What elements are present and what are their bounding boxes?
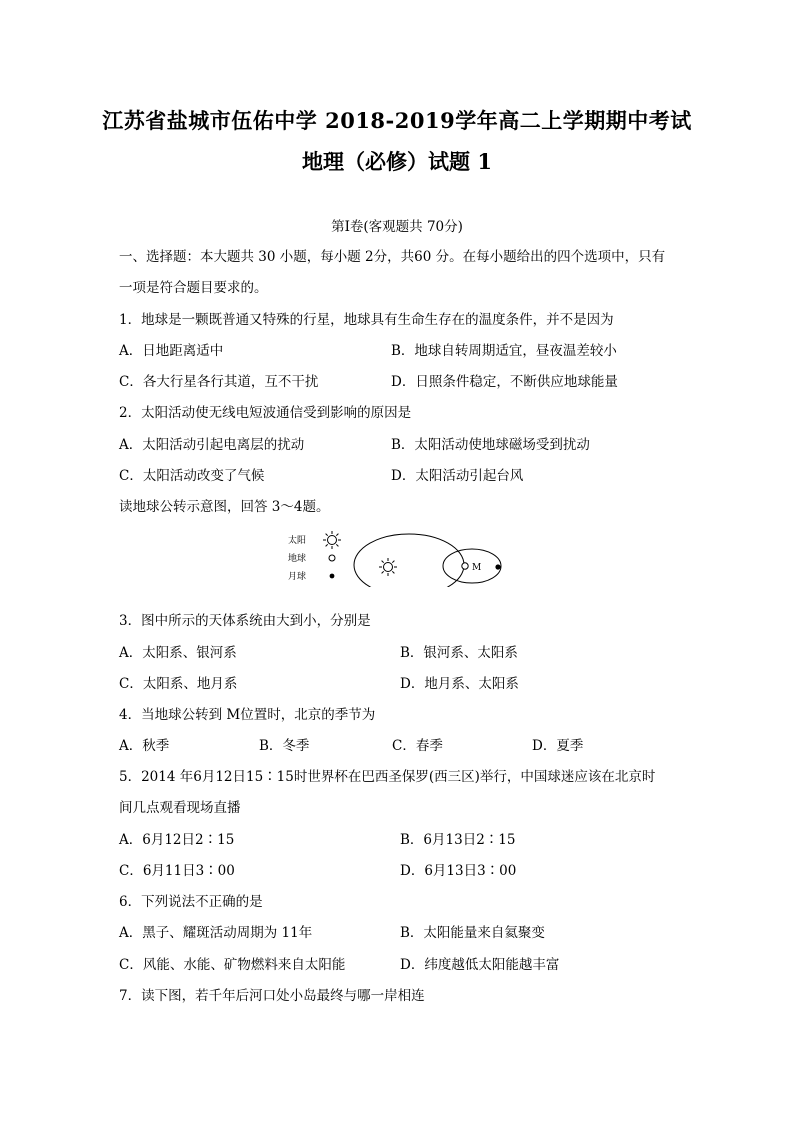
q1-option-b: B．地球自转周期适宜，昼夜温差较小 [391, 343, 617, 359]
q6-option-c: C．风能、水能、矿物燃料来自太阳能 [119, 957, 346, 973]
q5-stem-line1: 5．2014 年6月12日15∶15时世界杯在巴西圣保罗(西三区)举行，中国球迷应该在北京时 [119, 769, 656, 785]
q5-option-a: A．6月12日2∶15 [119, 832, 235, 848]
legend-moon-icon [330, 574, 335, 579]
q6-stem: 6．下列说法不正确的是 [119, 894, 263, 910]
legend-sun-label: 太阳 [288, 536, 307, 546]
q4-option-c: C．春季 [392, 738, 443, 754]
earth-orbit-diagram [286, 525, 506, 587]
q1-option-c: C．各大行星各行其道，互不干扰 [119, 374, 319, 390]
q5-option-d: D．6月13日3∶00 [400, 863, 517, 879]
orbit-earth-icon [462, 563, 468, 569]
exam-title: 江苏省盐城市伍佑中学 2018-2019学年高二上学期期中考试 [102, 108, 692, 133]
q1-option-d: D．日照条件稳定，不断供应地球能量 [391, 374, 618, 390]
q3-option-c: C．太阳系、地月系 [119, 676, 238, 692]
q5-stem-line2: 间几点观看现场直播 [119, 800, 241, 816]
q1-stem: 1．地球是一颗既普通又特殊的行星，地球具有生命生存在的温度条件，并不是因为 [119, 312, 614, 328]
q6-option-a: A．黑子、耀斑活动周期为 11年 [119, 925, 313, 941]
q4-option-a: A．秋季 [119, 738, 170, 754]
section-intro-line1: 一、选择题：本大题共 30 小题，每小题 2分，共60 分。在每小题给出的四个选项中，只有 [119, 249, 666, 265]
q4-option-d: D．夏季 [532, 738, 584, 754]
read-instruction: 读地球公转示意图，回答 3～4题。 [119, 499, 330, 515]
q4-stem: 4．当地球公转到 M位置时，北京的季节为 [119, 707, 376, 723]
exam-subtitle: 地理（必修）试题 1 [302, 149, 492, 174]
q5-option-b: B．6月13日2∶15 [400, 832, 516, 848]
q3-stem: 3．图中所示的天体系统由大到小，分别是 [119, 613, 371, 629]
q3-option-b: B．银河系、太阳系 [400, 645, 518, 661]
section-heading: 第Ⅰ卷(客观题共 70分) [331, 219, 463, 235]
q3-option-d: D．地月系、太阳系 [400, 676, 519, 692]
q3-option-a: A．太阳系、银河系 [119, 645, 237, 661]
q1-option-a: A．日地距离适中 [119, 343, 224, 359]
q2-option-c: C．太阳活动改变了气候 [119, 468, 265, 484]
orbit-moon-icon [495, 564, 500, 569]
position-m-label: M [472, 563, 482, 573]
q5-option-c: C．6月11日3∶00 [119, 863, 235, 879]
q6-option-b: B．太阳能量来自氦聚变 [400, 925, 545, 941]
q2-option-a: A．太阳活动引起电离层的扰动 [119, 437, 305, 453]
q2-stem: 2．太阳活动使无线电短波通信受到影响的原因是 [119, 405, 412, 421]
orbit-sun-icon [379, 558, 397, 576]
section-intro-line2: 一项是符合题目要求的。 [119, 280, 268, 296]
q7-stem: 7．读下图，若千年后河口处小岛最终与哪一岸相连 [119, 988, 425, 1004]
legend-earth-label: 地球 [288, 554, 307, 564]
earth-orbit [354, 534, 464, 587]
legend-earth-icon [329, 555, 335, 561]
q6-option-d: D．纬度越低太阳能越丰富 [400, 957, 560, 973]
q2-option-d: D．太阳活动引起台风 [391, 468, 524, 484]
legend-moon-label: 月球 [288, 572, 307, 582]
q2-option-b: B．太阳活动使地球磁场受到扰动 [391, 437, 590, 453]
legend-sun-icon [323, 531, 341, 549]
q4-option-b: B．冬季 [259, 738, 310, 754]
